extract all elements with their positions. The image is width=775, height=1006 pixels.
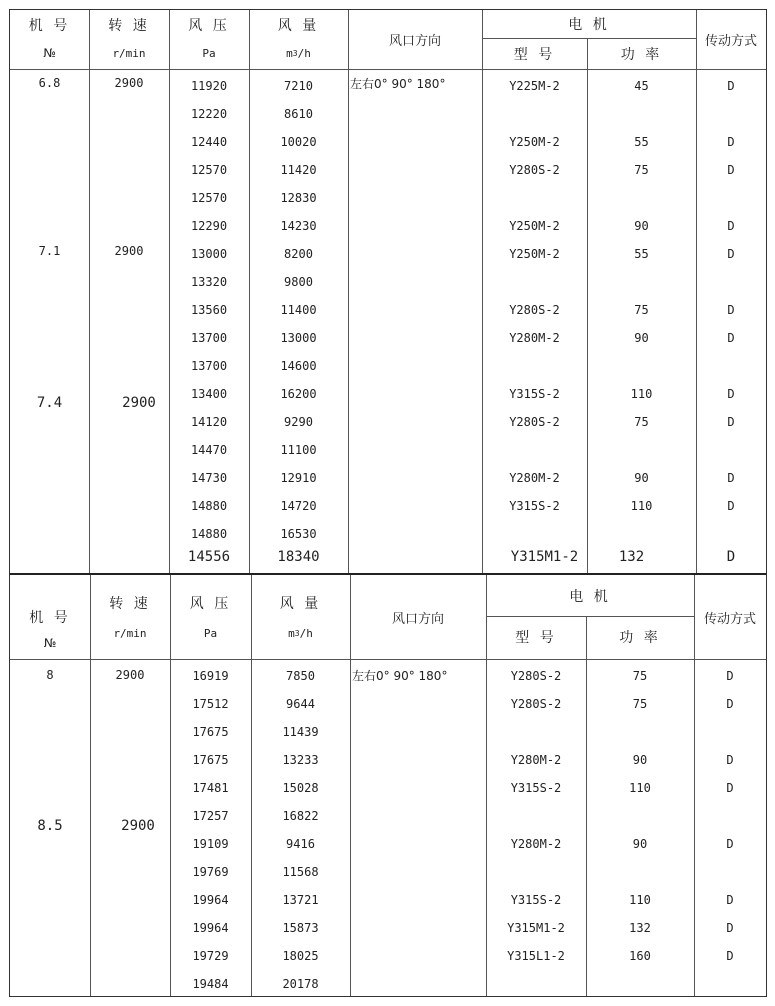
drive-mode-cell: D <box>727 415 735 429</box>
flow-cell: 12910 <box>280 471 317 485</box>
header-flow: 风 量 <box>279 596 322 612</box>
header-machine-no-symbol: № <box>43 636 57 650</box>
table-row <box>10 802 766 830</box>
table-row <box>10 352 766 380</box>
motor-power-cell: 45 <box>634 79 649 93</box>
motor-power-cell <box>586 718 694 746</box>
table-row <box>10 830 766 858</box>
motor-model-cell: Y280M-2 <box>509 331 560 345</box>
flow-cell: 16200 <box>280 387 317 401</box>
motor-model-cell: Y280S-2 <box>510 697 562 711</box>
table-row <box>10 718 766 746</box>
pressure-cell: 14556 <box>187 549 231 565</box>
motor-power-cell <box>586 970 694 998</box>
header-drive-mode: 传动方式 <box>703 611 756 627</box>
speed-group: 2900 <box>122 395 156 411</box>
speed-group: 2900 <box>121 818 155 834</box>
header-speed: 转 速 <box>108 18 150 34</box>
header-pressure: 风 压 <box>188 18 230 34</box>
flow-cell: 12830 <box>280 191 317 205</box>
motor-power-cell <box>587 268 696 296</box>
drive-mode-cell: D <box>726 893 734 907</box>
motor-power-cell: 110 <box>630 387 653 401</box>
pressure-cell: 12570 <box>190 163 228 177</box>
motor-model-cell: Y315S-2 <box>510 893 562 907</box>
motor-power-cell: 75 <box>632 669 648 683</box>
flow-cell: 11439 <box>282 725 319 739</box>
motor-model-cell <box>482 436 587 464</box>
table-row <box>10 184 766 212</box>
header-machine-no: 机 号 <box>28 18 71 34</box>
motor-model-cell <box>486 858 586 886</box>
table-row <box>10 72 766 100</box>
motor-power-cell: 90 <box>634 471 649 485</box>
header-drive-mode: 传动方式 <box>704 34 757 49</box>
table-row <box>10 942 766 970</box>
pressure-cell: 19484 <box>192 977 229 991</box>
flow-cell: 7210 <box>284 79 313 93</box>
motor-power-cell <box>587 100 696 128</box>
drive-mode-cell: D <box>726 949 734 963</box>
drive-mode-cell <box>694 858 766 886</box>
drive-mode-cell: D <box>727 331 735 345</box>
speed-group: 2900 <box>114 244 144 258</box>
drive-mode-cell: D <box>726 781 734 795</box>
motor-model-cell: Y315S-2 <box>509 387 560 401</box>
table-row <box>10 128 766 156</box>
flow-cell: 7850 <box>286 669 315 683</box>
outlet-direction-value: 左右0° 90° 180° <box>350 76 446 91</box>
motor-model-cell: Y280S-2 <box>510 669 562 683</box>
motor-power-cell: 110 <box>629 893 651 907</box>
motor-model-cell: Y250M-2 <box>509 247 560 261</box>
header-pressure-unit: Pa <box>203 626 218 640</box>
header-machine-no-symbol: № <box>43 46 56 60</box>
drive-mode-cell: D <box>727 135 735 149</box>
motor-model-cell: Y315S-2 <box>510 781 562 795</box>
pressure-cell: 19729 <box>192 949 229 963</box>
motor-power-cell: 90 <box>632 837 648 851</box>
pressure-cell: 13000 <box>190 247 228 261</box>
flow-cell: 9800 <box>284 275 313 289</box>
motor-power-cell: 110 <box>630 499 653 513</box>
motor-power-cell: 90 <box>634 219 649 233</box>
motor-power-cell <box>587 352 696 380</box>
header-motor-model: 型 号 <box>515 630 557 646</box>
header-motor-power: 功 率 <box>620 47 663 63</box>
outlet-direction-value: 左右0° 90° 180° <box>352 668 448 683</box>
motor-model-cell <box>482 100 587 128</box>
machine-no-group: 6.8 <box>38 76 61 90</box>
header-speed-unit: r/min <box>113 626 147 640</box>
pressure-cell: 19769 <box>192 865 229 879</box>
motor-power-cell: 55 <box>634 135 649 149</box>
fan-spec-table-2 <box>9 573 767 997</box>
drive-mode-cell <box>694 718 766 746</box>
motor-model-cell <box>482 352 587 380</box>
motor-model-cell: Y315L1-2 <box>507 949 565 963</box>
flow-cell: 14720 <box>280 499 317 513</box>
motor-model-cell <box>482 184 587 212</box>
table-row <box>10 296 766 324</box>
motor-power-cell <box>586 858 694 886</box>
flow-cell: 13721 <box>282 893 319 907</box>
table-row <box>10 212 766 240</box>
flow-cell: 8610 <box>284 107 313 121</box>
speed-group: 2900 <box>114 76 144 90</box>
motor-power-cell: 90 <box>634 331 649 345</box>
flow-cell: 11420 <box>280 163 317 177</box>
motor-model-cell <box>482 268 587 296</box>
table-row <box>10 543 766 571</box>
drive-mode-cell <box>696 268 766 296</box>
pressure-cell: 13400 <box>190 387 228 401</box>
drive-mode-cell <box>696 100 766 128</box>
header-machine-no: 机 号 <box>29 610 71 626</box>
drive-mode-cell: D <box>727 247 735 261</box>
flow-cell: 15873 <box>282 921 319 935</box>
pressure-cell: 13560 <box>190 303 228 317</box>
motor-power-cell: 132 <box>629 921 651 935</box>
pressure-cell: 17675 <box>192 753 229 767</box>
drive-mode-cell <box>696 352 766 380</box>
motor-model-cell: Y315S-2 <box>509 499 560 513</box>
flow-cell: 9416 <box>286 837 315 851</box>
drive-mode-cell: D <box>726 669 734 683</box>
motor-model-cell <box>486 718 586 746</box>
pressure-cell: 14730 <box>190 471 228 485</box>
drive-mode-cell <box>694 970 766 998</box>
table-row <box>10 662 766 690</box>
motor-model-cell: Y280S-2 <box>509 303 560 317</box>
pressure-cell: 19964 <box>192 921 229 935</box>
header-outlet-direction: 风口方向 <box>388 34 441 49</box>
header-flow-unit: m 3 /h <box>286 46 311 60</box>
table-row <box>10 858 766 886</box>
drive-mode-cell: D <box>726 753 734 767</box>
drive-mode-cell: D <box>727 163 735 177</box>
motor-model-cell: Y280S-2 <box>509 163 560 177</box>
motor-power-cell: 132 <box>618 549 645 565</box>
table-row <box>10 408 766 436</box>
table-row <box>10 100 766 128</box>
flow-cell: 9290 <box>284 415 313 429</box>
drive-mode-cell: D <box>727 303 735 317</box>
flow-cell: 10020 <box>280 135 317 149</box>
motor-power-cell <box>587 436 696 464</box>
machine-no-group: 8.5 <box>37 818 63 834</box>
drive-mode-cell: D <box>727 387 735 401</box>
pressure-cell: 19109 <box>192 837 229 851</box>
flow-cell: 13000 <box>280 331 317 345</box>
pressure-cell: 17481 <box>192 781 229 795</box>
flow-cell: 13233 <box>282 753 319 767</box>
flow-cell: 11100 <box>280 443 317 457</box>
pressure-cell: 13700 <box>190 359 228 373</box>
flow-cell: 20178 <box>282 977 319 991</box>
pressure-cell: 17512 <box>192 697 229 711</box>
table-row <box>10 156 766 184</box>
table-row <box>10 380 766 408</box>
table-row <box>10 240 766 268</box>
motor-power-cell: 110 <box>629 781 651 795</box>
drive-mode-cell <box>696 184 766 212</box>
drive-mode-cell: D <box>727 499 735 513</box>
speed-group: 2900 <box>115 668 145 682</box>
flow-cell: 14230 <box>280 219 317 233</box>
header-outlet-direction: 风口方向 <box>391 611 444 627</box>
drive-mode-cell <box>696 436 766 464</box>
drive-mode-cell <box>694 802 766 830</box>
pressure-cell: 16919 <box>192 669 229 683</box>
header-pressure: 风 压 <box>189 596 232 612</box>
header-pressure-unit: Pa <box>202 46 216 60</box>
pressure-cell: 19964 <box>192 893 229 907</box>
flow-cell: 11568 <box>282 865 319 879</box>
header-motor: 电 机 <box>568 17 610 33</box>
motor-model-cell: Y250M-2 <box>509 219 560 233</box>
motor-power-cell <box>587 184 696 212</box>
motor-power-cell: 160 <box>629 949 651 963</box>
table-row <box>10 464 766 492</box>
motor-power-cell <box>586 802 694 830</box>
header-flow-unit: m 3 /h <box>288 626 313 640</box>
motor-model-cell: Y280M-2 <box>510 837 562 851</box>
motor-model-cell: Y280S-2 <box>509 415 560 429</box>
header-speed-unit: r/min <box>112 46 146 60</box>
motor-power-cell: 75 <box>632 697 648 711</box>
motor-power-cell: 90 <box>632 753 648 767</box>
flow-cell: 18340 <box>277 549 320 565</box>
table-row <box>10 746 766 774</box>
pressure-cell: 14880 <box>190 527 228 541</box>
flow-cell: 14600 <box>280 359 317 373</box>
drive-mode-cell: D <box>726 549 736 565</box>
machine-no-group: 8 <box>46 668 54 682</box>
flow-cell: 11400 <box>280 303 317 317</box>
motor-model-cell <box>486 802 586 830</box>
motor-power-cell: 55 <box>634 247 649 261</box>
motor-power-cell: 75 <box>634 303 649 317</box>
pressure-cell: 12570 <box>190 191 228 205</box>
table-row <box>10 886 766 914</box>
flow-cell: 8200 <box>284 247 313 261</box>
table-row <box>10 690 766 718</box>
drive-mode-cell: D <box>727 471 735 485</box>
header-motor-model: 型 号 <box>513 47 556 63</box>
drive-mode-cell: D <box>727 79 735 93</box>
motor-model-cell: Y225M-2 <box>509 79 560 93</box>
pressure-cell: 12290 <box>190 219 228 233</box>
table-row <box>10 324 766 352</box>
pressure-cell: 13700 <box>190 331 228 345</box>
motor-model-cell: Y280M-2 <box>509 471 560 485</box>
header-motor-power: 功 率 <box>619 630 661 646</box>
pressure-cell: 12220 <box>190 107 228 121</box>
header-flow: 风 量 <box>277 18 320 34</box>
flow-cell: 9644 <box>286 697 315 711</box>
machine-no-group: 7.4 <box>36 395 63 411</box>
pressure-cell: 13320 <box>190 275 228 289</box>
flow-cell: 16530 <box>280 527 317 541</box>
drive-mode-cell: D <box>727 219 735 233</box>
pressure-cell: 14470 <box>190 443 228 457</box>
table-row <box>10 436 766 464</box>
flow-cell: 16822 <box>282 809 319 823</box>
drive-mode-cell: D <box>726 921 734 935</box>
pressure-cell: 17257 <box>192 809 229 823</box>
pressure-cell: 11920 <box>190 79 228 93</box>
motor-model-cell: Y315M1-2 <box>510 549 579 565</box>
flow-cell: 15028 <box>282 781 319 795</box>
fan-spec-table-1 <box>9 9 767 574</box>
motor-model-cell: Y250M-2 <box>509 135 560 149</box>
header-speed: 转 速 <box>109 596 151 612</box>
motor-model-cell: Y280M-2 <box>510 753 562 767</box>
pressure-cell: 17675 <box>192 725 229 739</box>
table-row <box>10 914 766 942</box>
table-row <box>10 492 766 520</box>
drive-mode-cell: D <box>726 697 734 711</box>
drive-mode-cell: D <box>726 837 734 851</box>
pressure-cell: 14120 <box>190 415 228 429</box>
pressure-cell: 12440 <box>190 135 228 149</box>
motor-power-cell: 75 <box>634 163 649 177</box>
pressure-cell: 14880 <box>190 499 228 513</box>
table-row <box>10 774 766 802</box>
header-motor: 电 机 <box>569 589 611 605</box>
motor-power-cell: 75 <box>634 415 649 429</box>
motor-model-cell <box>486 970 586 998</box>
flow-cell: 18025 <box>282 949 319 963</box>
table-row <box>10 268 766 296</box>
table-row <box>10 970 766 998</box>
motor-model-cell: Y315M1-2 <box>507 921 565 935</box>
machine-no-group: 7.1 <box>38 244 61 258</box>
